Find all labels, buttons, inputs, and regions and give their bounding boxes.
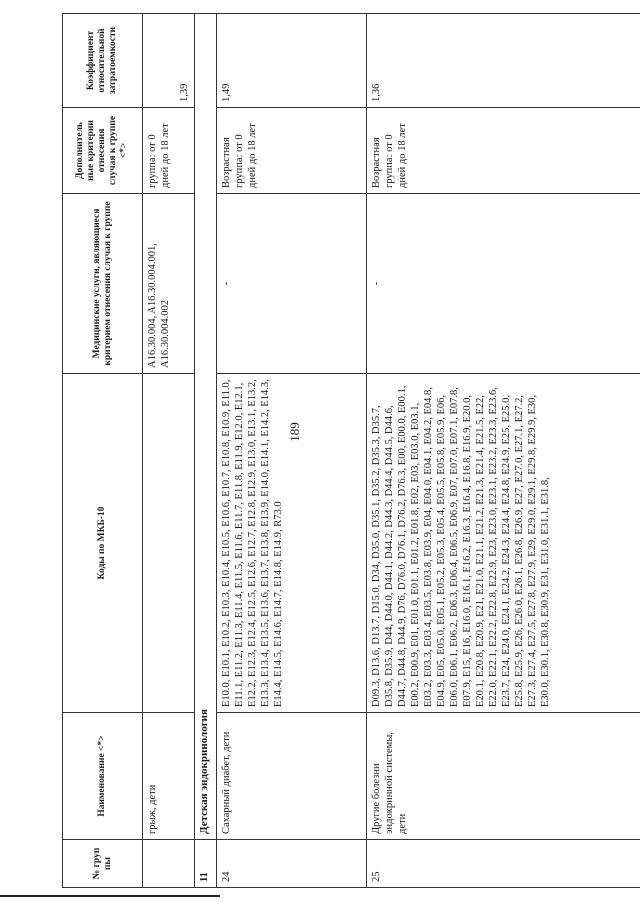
cell-codes [143, 374, 195, 713]
ksg-table [62, 13, 640, 888]
header-services: Медицинские услуги, являющиеся критерием отнесения случая к группе [63, 194, 143, 374]
section-num: 11 [195, 840, 217, 888]
rotated-table-container [62, 14, 640, 888]
header-codes: Коды по МКБ-10 [63, 374, 143, 713]
cell-num [143, 840, 195, 888]
cell-criteria: Возрастная группа: от 0 дней до 18 лет [367, 108, 640, 194]
cell-coefficient: 1,36 [367, 14, 640, 108]
cell-services: A16.30.004, A16.30.004.001, A16.30.004.002 [143, 194, 195, 374]
table-row [367, 14, 640, 888]
cell-coefficient: 1,49 [217, 14, 367, 108]
cell-num: 24 [217, 840, 367, 888]
cell-criteria: Возрастная группа: от 0 дней до 18 лет [217, 108, 367, 194]
header-criteria: Дополнитель ные критерии отнесения случая к группе <*> [63, 108, 143, 194]
cell-criteria: группа: от 0 дней до 18 лет [143, 108, 195, 194]
cell-num: 25 [367, 840, 640, 888]
cell-name: Сахарный диабет, дети [217, 713, 367, 840]
page-number: 189 [286, 422, 302, 442]
cell-name: грыж, дети [143, 713, 195, 840]
header-coefficient: Коэффициент относительной затратоемкости [63, 14, 143, 108]
cell-coefficient: 1,39 [143, 14, 195, 108]
table-row [217, 14, 367, 888]
bottom-scan-rule [0, 895, 220, 897]
cell-services: - [217, 194, 367, 374]
cell-codes: E10.0, E10.1, E10.2, E10.3, E10.4, E10.5, E10.6, E10.7, E10.8, E10.9, E11.0, E11.1, E11.2, E11.3, E11.4, E11.5, E11.6, E11.7, E11.8, E11.9, E12.0, E12.1, E12.2, E12.3, E12.4, E12.5, E12.6, E12.7, E12.8, E12.9, E13.0, E13.1, E13.2, E13.3, E13.4, E13.5, E13.6, E13.7, E13.8, E13.9, E14.0, E14.1, E14.2, E14.3, E14.4, E14.5, E14.6, E14.7, E14.8, E14.9, R73.0 [217, 374, 367, 713]
cell-services: - [367, 194, 640, 374]
cell-name: Другие болезни эндокринной системы, дети [367, 713, 640, 840]
header-name: Наименование <*> [63, 713, 143, 840]
table-row [143, 14, 195, 888]
header-num: № груп пы [63, 840, 143, 888]
section-title: Детская эндокринология [195, 14, 217, 840]
cell-codes: D09.3, D13.6, D13.7, D15.0, D34, D35.0, D35.1, D35.2, D35.3, D35.7, D35.8, D35.9, D44, D44.0, D44.1, D44.2, D44.3, D44.4, D44.5, D44.6, D44.7, D44.8, D44.9, D76, D76.0, D76.1, D76.2, D76.3, E00, E00.0, E00.1, E00.2, E00.9, E01, E01.0, E01.1, E01.2, E01.8, E02, E03, E03.0, E03.1, E03.2, E03.3, E03.4, E03.5, E03.8, E03.9, E04, E04.0, E04.1, E04.2, E04.8, E04.9, E05, E05.0, E05.1, E05.2, E05.3, E05.4, E05.5, E05.8, E05.9, E06, E06.0, E06.1, E06.2, E06.3, E06.4, E06.5, E06.9, E07, E07.0, E07.1, E07.8, E07.9, E15, E16, E16.0, E16.1, E16.2, E16.3, E16.4, E16.8, E16.9, E20.0, E20.1, E20.8, E20.9, E21, E21.0, E21.1, E21.2, E21.3, E21.4, E21.5, E22, E22.0, E22.1, E22.2, E22.8, E22.9, E23, E23.0, E23.1, E23.2, E23.3, E23.6, E23.7, E24, E24.0, E24.1, E24.2, E24.3, E24.4, E24.8, E24.9, E25, E25.0, E25.8, E25.9, E26, E26.0, E26.1, E26.8, E26.9, E27, E27.0, E27.1, E27.2, E27.3, E27.4, E27.5, E27.8, E27.9, E29, E29.0, E29.1, E29.8, E29.9, E30, E30.0, E30.1, E30.8, E30.9, E31, E31.0, E31.1, E31.8, [367, 374, 640, 713]
table-section-row [195, 14, 217, 888]
table-header-row [63, 14, 143, 888]
